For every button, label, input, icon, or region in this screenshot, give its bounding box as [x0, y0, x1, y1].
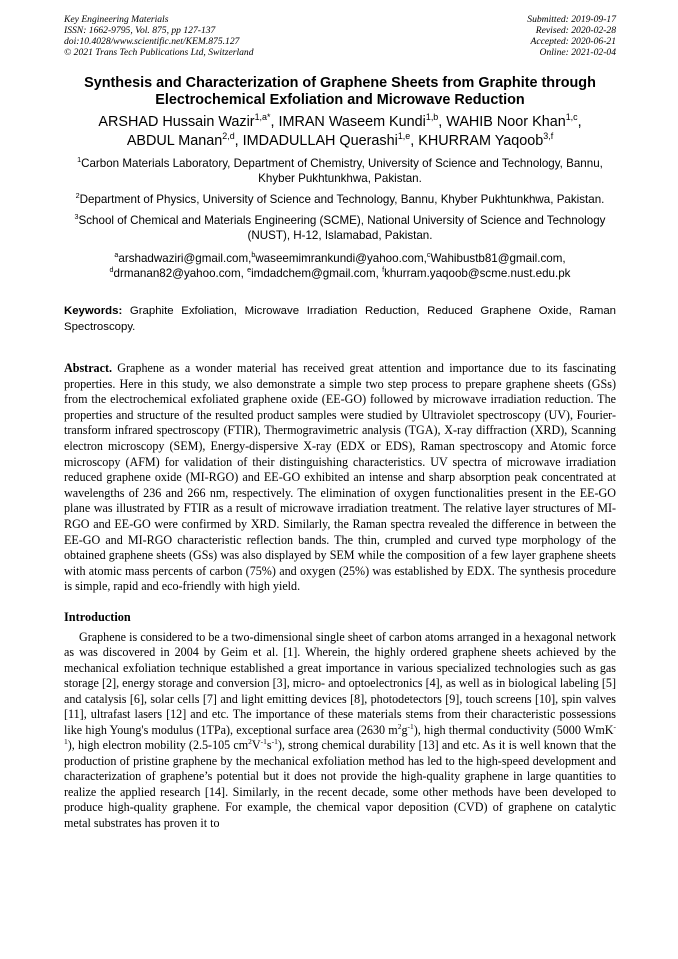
section-heading-introduction: Introduction [64, 609, 131, 624]
email-link[interactable]: imdadchem@gmail.com, [251, 267, 383, 280]
superscript: -1 [64, 721, 616, 747]
date-accepted: Accepted: 2020-06-21 [530, 36, 616, 47]
paragraph-text: Graphene is considered to be a two-dimensional single sheet of carbon atoms arranged in a hexagonal network as was discovered in 2004 by Geim et al. [1]. Wherein, the highly ordered graphene sheets achieved by the mechanical exfoliation technique established a great importance in various specialized technologies such as gas storage [2], energy storage and conversion [3], micro- and optoelectronics [4], as well as in biological labeling [5] and catalysis [6], solar cells [7] and light emitting devices [8], photodetectors [9], touch screens [10], spin valves [11], ultrafast lasers [12] and etc. The importance of these materials stems from their characteristic possessions like high Young's modulus (1TPa), exceptional surface area (2630 m [64, 629, 616, 737]
paragraph-text: ), high electron mobility (2.5-105 cm [67, 738, 249, 753]
email-link[interactable]: Wahibustb81@gmail.com, [430, 252, 566, 265]
journal-name: Key Engineering Materials [64, 14, 169, 25]
paragraph-text: ), high thermal conductivity (5000 WmK [413, 722, 614, 737]
affiliation-text: Carbon Materials Laboratory, Department of Chemistry, University of Science and Technology, Bannu, Khyber Pukhtunkhwa, Pakistan. [81, 157, 603, 185]
superscript: -1 [260, 737, 267, 747]
superscript: 2 [397, 721, 402, 731]
author-affiliation-mark: 1,b [425, 112, 439, 123]
email-link[interactable]: arshadwaziri@gmail.com, [118, 252, 252, 265]
affiliation-number: 2 [75, 191, 80, 201]
superscript: -1 [271, 737, 278, 747]
introduction-paragraph [64, 630, 616, 832]
paragraph-text: s [266, 738, 272, 753]
author-affiliation-mark: 3,f [543, 131, 554, 142]
affiliation-text: Department of Physics, University of Science and Technology, Bannu, Khyber Pukhtunkhwa, Pakistan. [79, 193, 605, 206]
author-emails [64, 251, 616, 281]
email-mark: f [382, 265, 385, 275]
abstract [64, 361, 616, 595]
affiliation-number: 3 [74, 212, 79, 222]
email-link[interactable]: khurram.yaqoob@scme.nust.edu.pk [384, 267, 571, 280]
journal-info [64, 14, 254, 58]
affiliation [64, 156, 616, 186]
author-name: ARSHAD Hussain Wazir [98, 114, 255, 130]
author-name: IMDADULLAH Querashi [242, 133, 398, 149]
author-affiliation-mark: 1,a* [254, 112, 271, 123]
date-online: Online: 2021-02-04 [539, 47, 616, 58]
superscript: -1 [407, 721, 414, 731]
author-name: ABDUL Manan [126, 133, 223, 149]
page [64, 14, 616, 831]
author-list: ARSHAD Hussain Wazir$^{1,a*}$, IMRAN Waseem Kundi$^{1,b}$, WAHIB Noor Khan$^{1,c}$, ABDUL Manan$^{2,d}$, IMDADULLAH Querashi$^{1,e}$, KHURRAM Yaqoob$^{3,f}$ [98, 112, 582, 149]
email-mark: d [109, 265, 114, 275]
affiliation [64, 192, 616, 207]
affiliation-text: School of Chemical and Materials Engineering (SCME), National University of Science and Technology (NUST), H-12, Islamabad, Pakistan. [78, 214, 606, 242]
journal-doi: doi:10.4028/www.scientific.net/KEM.875.127 [64, 36, 240, 47]
author-name: KHURRAM Yaqoob [418, 133, 544, 149]
abstract-text: Graphene as a wonder material has received great attention and importance due to its fascinating properties. Here in this study, we also demonstrate a simple two step process to prepare graphene sheets (GSs) from the electrochemical exfoliated graphene oxide (EE-GO) followed by microwave irradiation reduction. The properties and structure of the resulted product samples were studied by Ultraviolet spectroscopy (UV), Fourier-transform infrared spectroscopy (FTIR), Thermogravimetric analysis (TGA), X-ray diffraction (XRD), Scanning electron microscopy (SEM), Energy-dispersive X-ray (EDX or EDS), Raman spectroscopy and Atomic force microscopy (AFM) for validation of their distinguishing characteristics. UV spectra of microwave irradiation reduced graphene oxide (MI-RGO) and EE-GO exhibited an intense and sharp absorption peak concentrated at wavelengths of 236 and 266 nm, respectively. The elimination of oxygen functionalities present in the EE-GO plane was illustrated by FTIR as a result of microwave irradiation treatment. The relative layer structures of MI-RGO and EE-GO were confirmed by XRD. Similarly, the Raman spectra revealed the difference in between the EE-GO and MI-RGO characteristic reflection bands. The thin, crumpled and curved type morphology of the obtained graphene sheets (GSs) was also displayed by SEM while the composition of a few layer graphene sheets with atomic mass percents of carbon (75%) and oxygen (25%) was established by EDX. The synthesis procedure is simple, rapid and eco-friendly with high yield. [64, 361, 616, 594]
paper-title: Synthesis and Characterization of Graphene Sheets from Graphite through Electrochemical Exfoliation and Microwave Reduction [84, 75, 596, 108]
author-affiliation-mark: 2,d [222, 131, 235, 142]
journal-copyright: © 2021 Trans Tech Publications Ltd, Switzerland [64, 47, 254, 58]
author-affiliation-mark: 1,c [565, 112, 578, 123]
affiliation [64, 213, 616, 243]
paragraph-text: ), strong chemical durability [13] and etc. As it is well known that the production of pristine graphene by the mechanical exfoliation method has led to the high-speed development and characterization of graphene’s potential but it does not provide the high-quality graphene in large quantities to realize the applied research [14]. Similarly, in the recent decade, some other methods have been developed to produce high-quality graphene. For example, the chemical vapor deposition (CVD) of graphene on catalytic metal substrates has proven it to [64, 738, 616, 830]
email-link[interactable]: drmanan82@yahoo.com, [113, 267, 248, 280]
email-mark: c [426, 250, 431, 260]
keywords [64, 303, 616, 335]
email-mark: b [251, 250, 256, 260]
date-submitted: Submitted: 2019-09-17 [527, 14, 616, 25]
email-mark: e [247, 265, 252, 275]
email-link[interactable]: waseemimrankundi@yahoo.com, [255, 252, 427, 265]
affiliation-number: 1 [77, 155, 82, 165]
author-name: IMRAN Waseem Kundi [278, 114, 426, 130]
abstract-label: Abstract. [64, 361, 113, 375]
author-affiliation-mark: 1,e [397, 131, 411, 142]
date-revised: Revised: 2020-02-28 [535, 25, 616, 36]
email-mark: a [114, 250, 119, 260]
journal-header [64, 14, 616, 58]
keywords-text: Graphite Exfoliation, Microwave Irradiation Reduction, Reduced Graphene Oxide, Raman Spectroscopy. [64, 305, 616, 333]
paragraph-text: V [251, 738, 261, 753]
paragraph-text: g [401, 722, 408, 737]
publication-dates [527, 14, 616, 58]
superscript: 2 [248, 737, 252, 747]
journal-issn: ISSN: 1662-9795, Vol. 875, pp 127-137 [64, 25, 216, 36]
keywords-label: Keywords: [64, 305, 123, 317]
author-name: WAHIB Noor Khan [446, 114, 566, 130]
